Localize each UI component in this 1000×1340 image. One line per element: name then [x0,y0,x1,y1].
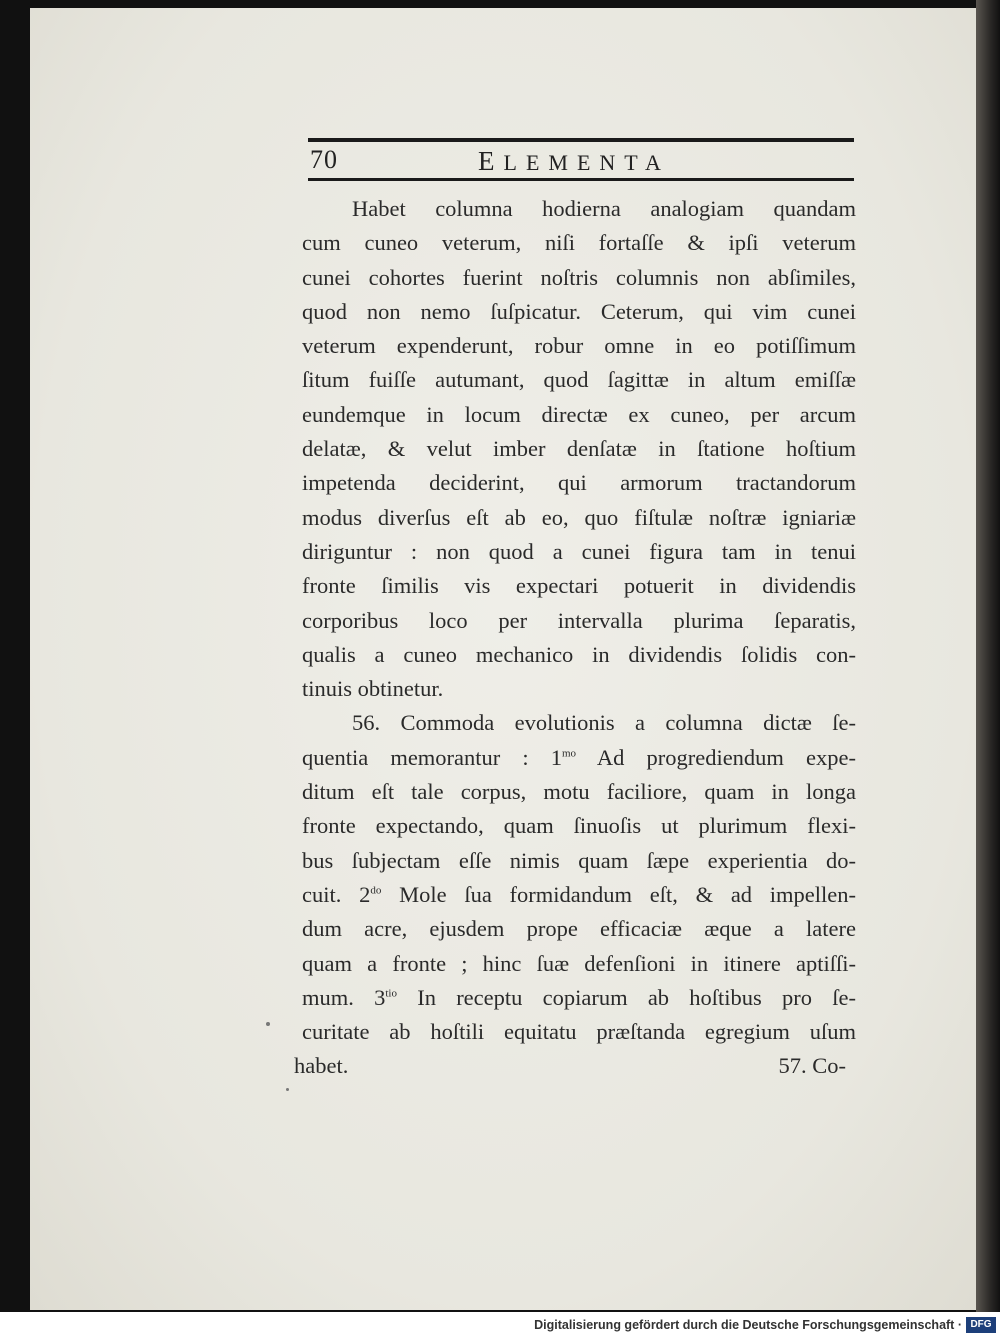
catchword: 57. Co- [778,1053,846,1079]
text-line: cunei cohortes fuerint noſtris columnis non abſimiles, [302,264,856,290]
text-line [302,878,856,912]
text-line: fronte expectando, quam ſinuoſis ut plurimum flexi- [302,813,856,839]
text-segment: In receptu copiarum ab hoſtibus pro ſe- [396,984,856,1010]
page-number: 70 [310,145,338,174]
text-line: habet. [294,1053,349,1079]
text-line [302,741,856,775]
text-line: impetenda deciderint, qui armorum tractandorum [302,470,856,496]
text-segment: mum. 3 [302,984,386,1010]
text-line: veterum expenderunt, robur omne in eo potiſſimum [302,333,856,359]
text-line: fronte ſimilis vis expectari potuerit in dividendis [302,573,856,599]
paragraph [294,706,857,1083]
page-header [308,138,854,186]
last-line [294,1049,856,1083]
ordinal-superscript: do [370,884,382,897]
text-line: tinuis obtinetur. [302,676,444,702]
text-line: corporibus loco per intervalla plurima ſeparatis, [302,607,856,633]
text-line: dum acre, ejusdem prope efficaciæ æque a latere [302,916,856,942]
text-line: Habet columna hodierna analogiam quandam [352,196,856,221]
text-segment: cuit. 2 [302,881,371,907]
text-line: ditum eſt tale corpus, motu faciliore, quam in longa [302,779,856,805]
paper-speck [266,1022,270,1026]
text-line: qualis a cuneo mechanico in dividendis ſolidis con- [302,641,856,667]
text-line: curitate ab hoſtili equitatu præſtanda egregium uſum [302,1019,856,1045]
dfg-logo: DFG [966,1317,996,1333]
text-line: quod non nemo ſuſpicatur. Ceterum, qui vim cunei [302,298,856,324]
running-title: ELEMENTA [478,146,670,176]
text-segment: Mole ſua formidandum eſt, & ad impellen- [381,881,857,907]
text-segment: quentia memorantur : 1 [302,744,562,770]
text-line: delatæ, & velut imber denſatæ in ſtatione hoſtium [302,436,856,462]
text-line: diriguntur : non quod a cunei figura tam in tenui [302,538,856,564]
page-edge [976,0,1000,1312]
text-segment: Ad progrediendum expe- [576,744,856,770]
paragraph [302,192,856,706]
text-line: cum cuneo veterum, niſi fortaſſe & ipſi veterum [302,230,856,256]
funding-credit: Digitalisierung gefördert durch die Deutsche Forschungsgemeinschaft · [534,1318,962,1332]
text-line: bus ſubjectam eſſe nimis quam ſæpe experientia do- [302,847,856,873]
text-line: eundemque in locum directæ ex cuneo, per arcum [302,401,856,427]
text-line: quam a fronte ; hinc ſuæ defenſioni in itinere aptiſſi- [302,950,856,976]
header-rule-bottom [308,178,854,181]
text-line: 56. Commoda evolutionis a columna dictæ ſe- [352,710,856,736]
footer-bar [0,1312,1000,1340]
paper-speck [286,1088,289,1091]
ordinal-superscript: mo [561,747,577,760]
text-line: ſitum fuiſſe autumant, quod ſagittæ in altum emiſſæ [302,367,856,393]
header-rule-top [308,138,854,142]
ordinal-superscript: tio [385,987,397,1000]
text-line: modus diverſus eſt ab eo, quo fiſtulæ noſtræ igniariæ [302,504,856,530]
body-text [294,192,857,1083]
text-line [302,981,856,1015]
